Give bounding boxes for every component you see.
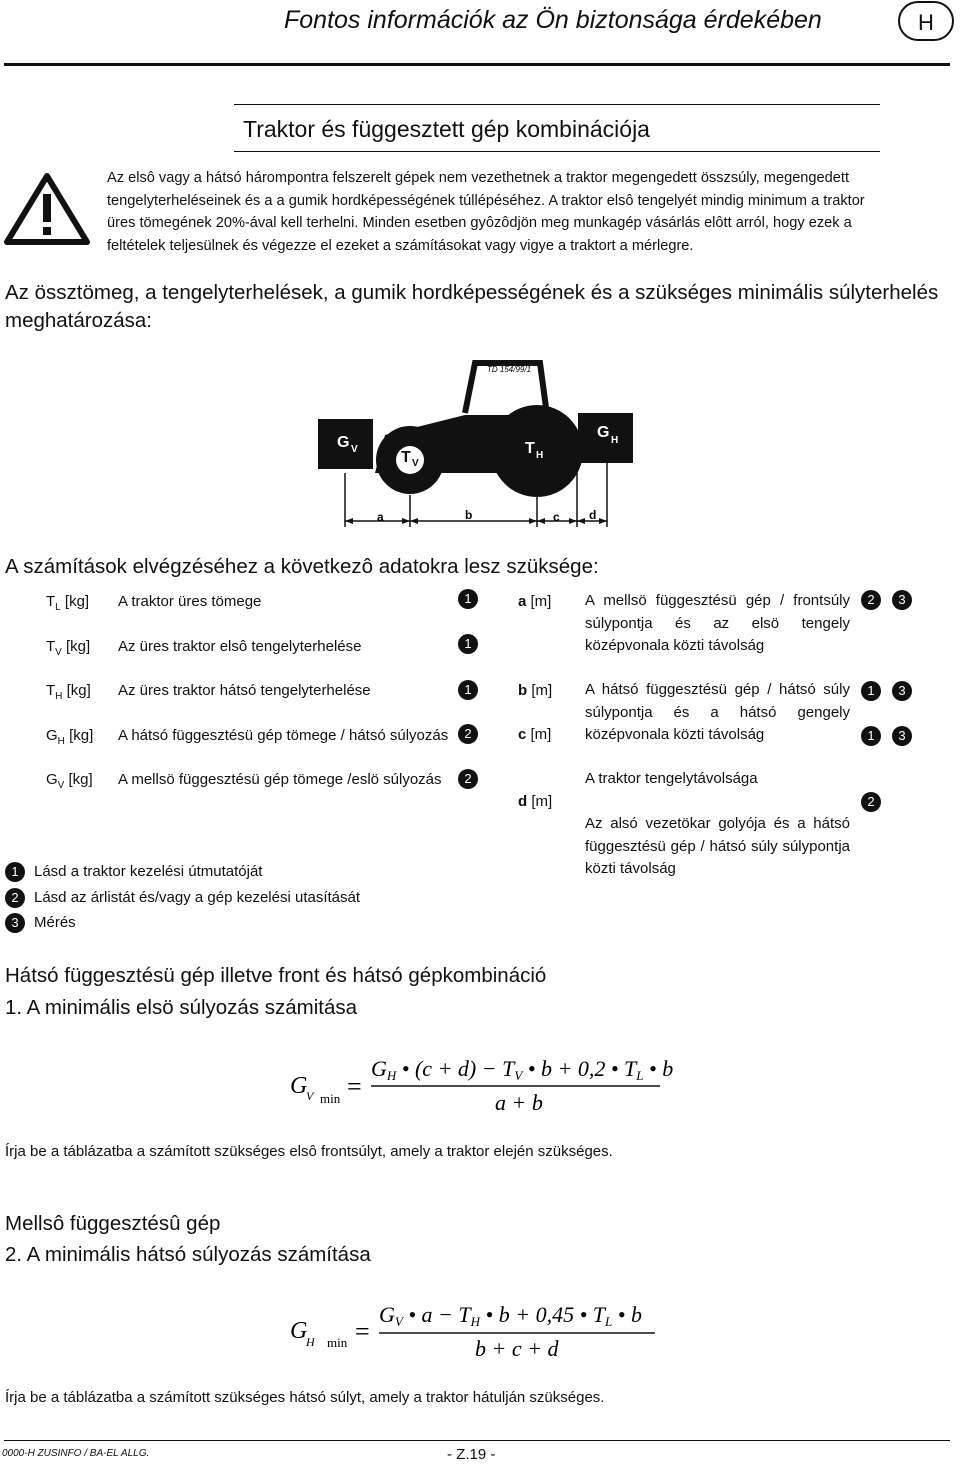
svg-text:H: H <box>611 435 619 446</box>
section-rule-bottom <box>234 151 880 152</box>
tractor-diagram <box>315 355 645 530</box>
svg-text:H: H <box>306 1335 315 1349</box>
svg-text:G: G <box>337 434 350 451</box>
sym-a: a [m] <box>518 593 552 610</box>
sym-c: c [m] <box>518 726 552 743</box>
calc2-subheading: 2. A minimális hátsó súlyozás számítása <box>5 1243 371 1266</box>
svg-text:c: c <box>553 510 560 524</box>
legend-item: Mérés <box>34 914 76 931</box>
legend-item: Lásd a traktor kezelési útmutatóját <box>34 863 263 880</box>
sym-tv: $T_V$ [kg] <box>46 638 91 658</box>
sym-th: $T_H$ [kg] <box>46 682 91 702</box>
section-rule-top <box>234 104 880 105</box>
desc-gv: A mellsö függesztésü gép tömege /eslö súlyozás <box>118 771 442 788</box>
svg-text:=: = <box>347 1072 362 1101</box>
ref-badge: 2 <box>861 792 881 812</box>
warning-triangle-icon <box>4 172 90 246</box>
page-header-title: Fontos információk az Ön biztonsága érdekében <box>284 6 822 34</box>
main-heading: Az össztömeg, a tengelyterhelések, a gumik hordképességének és a szükséges minimális súlyterhelés meghatározása: <box>5 281 939 332</box>
desc-d: Az alsó vezetökar golyója és a hátsó függesztésü gép / hátsó súly súlypontja közti távolság <box>585 815 850 877</box>
diagram-ref: TD 154/99/1 <box>487 365 532 374</box>
svg-text:V: V <box>412 458 419 469</box>
desc-gh: A hátsó függesztésü gép tömege / hátsó súlyozás <box>118 727 449 744</box>
svg-text:H: H <box>536 450 544 461</box>
legend-badge: 3 <box>5 913 25 933</box>
svg-text:=: = <box>355 1317 370 1346</box>
ref-badge: 2 <box>458 724 478 744</box>
svg-text:G: G <box>597 424 610 441</box>
legend-badge: 2 <box>5 888 25 908</box>
calc1-subheading: 1. A minimális elsö súlyozás számitása <box>5 996 358 1019</box>
ref-badge: 3 <box>892 590 912 610</box>
desc-tv: Az üres traktor elsô tengelyterhelése <box>118 638 362 655</box>
svg-text:GH • (c + d) − TV • b + 0,2 •: GH • (c + d) − TV • b + 0,2 • TL • b <box>371 1056 674 1083</box>
footer-rule <box>4 1440 950 1441</box>
svg-text:a + b: a + b <box>495 1090 543 1115</box>
calc2-heading: Mellsô függesztésû gép <box>5 1212 221 1235</box>
calc1-note: Írja be a táblázatba a számított szükséges elsô frontsúlyt, amely a traktor elején szükséges. <box>5 1143 613 1160</box>
svg-text:min: min <box>327 1335 348 1350</box>
ref-badge: 1 <box>458 634 478 654</box>
ref-badge: 1 <box>861 726 881 746</box>
ref-badge: 3 <box>892 726 912 746</box>
desc-a: A mellsö függesztésü gép / frontsúly súlypontja és az elsö tengely középvonala közti távolság <box>585 592 850 654</box>
sym-b: b [m] <box>518 682 553 699</box>
formula-front-ballast <box>285 1048 685 1118</box>
legend-badge: 1 <box>5 862 25 882</box>
svg-text:GV • a − TH • b + 0,45 • TL •: GV • a − TH • b + 0,45 • TL • b <box>379 1302 642 1329</box>
header-rule <box>4 63 950 66</box>
ref-badge: 2 <box>861 590 881 610</box>
page-number: - Z.19 - <box>447 1446 496 1463</box>
ref-badge: 1 <box>861 681 881 701</box>
svg-text:d: d <box>589 508 597 522</box>
formula-rear-ballast <box>285 1296 685 1366</box>
calc2-note: Írja be a táblázatba a számított szükséges hátsó súlyt, amely a traktor hátulján szükséges. <box>5 1389 605 1406</box>
svg-text:V: V <box>351 444 358 455</box>
ref-badge: 2 <box>458 769 478 789</box>
svg-text:G: G <box>290 1318 308 1344</box>
warning-text: Az elsô vagy a hátsó hárompontra felszerelt gépek nem vezethetnek a traktor megengedett összsúly, megengedett tengelyterheléseinek és a a gumik hordképességének túllépéséhez. A traktor elsô tengelyét mindig minimum a traktor üres tömegének 20%-ával kell terhelni. Minden esetben gyôzôdjön meg munkagép vásárlás elôtt arról, hogy ezek a feltételek teljesülnek és végezze el ezeket a számításokat vagy vigye a traktort a mérlegre. <box>107 170 865 254</box>
desc-th: Az üres traktor hátsó tengelyterhelése <box>118 682 371 699</box>
legend-item: Lásd az árlistát és/vagy a gép kezelési utasítását <box>34 889 361 906</box>
svg-text:V: V <box>306 1089 314 1103</box>
svg-text:T: T <box>401 449 411 466</box>
sym-gv: $G_V$ [kg] <box>46 771 93 791</box>
section-title: Traktor és függesztett gép kombinációja <box>243 116 650 142</box>
data-heading: A számítások elvégzéséhez a következô adatokra lesz szüksége: <box>5 555 599 578</box>
sym-tl: $T_L$ [kg] <box>46 593 90 613</box>
svg-text:T: T <box>525 440 535 457</box>
desc-tl: A traktor üres tömege <box>118 593 262 610</box>
language-badge: H <box>898 1 954 41</box>
svg-text:b + c + d: b + c + d <box>475 1336 559 1361</box>
ref-badge: 3 <box>892 681 912 701</box>
sym-gh: $G_H$ [kg] <box>46 727 94 747</box>
desc-c: A traktor tengelytávolsága <box>585 770 758 787</box>
sym-d: d [m] <box>518 793 553 810</box>
footer-doc-id: 0000-H ZUSINFO / BA-EL ALLG. <box>2 1448 150 1459</box>
ref-badge: 1 <box>458 680 478 700</box>
svg-text:a: a <box>377 510 384 524</box>
svg-text:min: min <box>320 1091 341 1106</box>
svg-text:G: G <box>290 1073 308 1099</box>
calc1-heading: Hátsó függesztésü gép illetve front és hátsó gépkombináció <box>5 964 547 987</box>
desc-b: A hátsó függesztésü gép / hátsó súly súlypontja és a hátsó gengely középvonala közti távolság <box>585 681 850 743</box>
svg-text:b: b <box>465 508 473 522</box>
ref-badge: 1 <box>458 589 478 609</box>
